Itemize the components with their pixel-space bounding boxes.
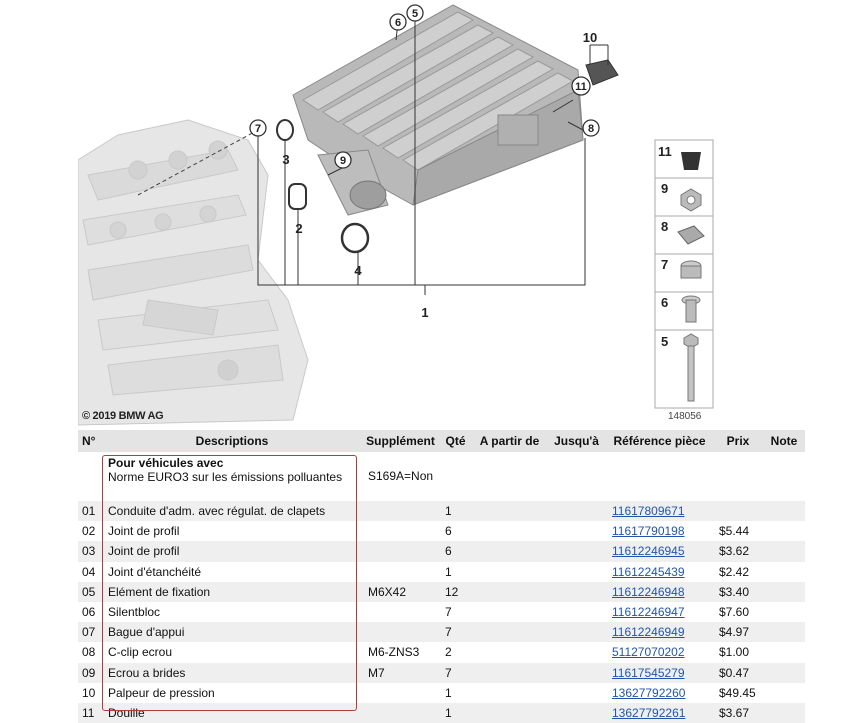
table-row	[78, 622, 805, 642]
row-description: Silentbloc	[102, 602, 362, 622]
row-note	[763, 602, 805, 622]
row-qty: 7	[439, 602, 472, 622]
row-from	[472, 683, 547, 703]
row-num: 02	[78, 521, 102, 541]
row-num: 01	[78, 501, 102, 521]
row-price: $3.67	[713, 703, 763, 723]
row-num: 06	[78, 602, 102, 622]
row-note	[763, 703, 805, 723]
callout-7	[250, 120, 266, 136]
svg-text:8: 8	[587, 123, 595, 135]
row-note	[763, 642, 805, 662]
row-to	[547, 562, 606, 582]
row-part-ref	[606, 642, 713, 662]
hardware-inset	[655, 140, 713, 408]
header-note: Note	[763, 430, 805, 452]
row-part-ref	[606, 703, 713, 723]
row-to	[547, 521, 606, 541]
header-num: N°	[78, 430, 102, 452]
row-supplement	[362, 622, 439, 642]
row-supplement	[362, 602, 439, 622]
row-num: 05	[78, 582, 102, 602]
row-num: 09	[78, 663, 102, 683]
row-description: Palpeur de pression	[102, 683, 362, 703]
row-price: $7.60	[713, 602, 763, 622]
row-num: 08	[78, 642, 102, 662]
label-4: 4	[354, 263, 362, 278]
parts-table	[78, 430, 805, 723]
row-supplement: M6-ZNS3	[362, 642, 439, 662]
row-from	[472, 521, 547, 541]
table-row	[78, 602, 805, 622]
row-supplement	[362, 562, 439, 582]
table-row	[78, 642, 805, 662]
row-description: Joint de profil	[102, 521, 362, 541]
row-qty: 6	[439, 541, 472, 561]
svg-text:8: 8	[661, 219, 669, 234]
group-supplement: S169A=Non	[362, 452, 439, 501]
part-ref-link[interactable]: 13627792261	[612, 705, 686, 720]
group-title: Pour véhicules avec	[108, 456, 224, 470]
intake-manifold	[293, 5, 618, 215]
gasket-2	[289, 184, 306, 209]
svg-text:6: 6	[661, 295, 669, 310]
row-price: $3.40	[713, 582, 763, 602]
row-from	[472, 642, 547, 662]
row-num: 04	[78, 562, 102, 582]
row-note	[763, 501, 805, 521]
row-price: $3.62	[713, 541, 763, 561]
gasket-4	[342, 224, 368, 252]
row-from	[472, 622, 547, 642]
row-to	[547, 501, 606, 521]
row-from	[472, 602, 547, 622]
parts-table-container	[78, 430, 805, 723]
part-ref-link[interactable]: 11612246947	[612, 605, 685, 620]
table-header-row	[78, 430, 805, 452]
row-note	[763, 683, 805, 703]
row-part-ref	[606, 622, 713, 642]
row-description: Joint d'étanchéité	[102, 562, 362, 582]
row-supplement	[362, 521, 439, 541]
label-1: 1	[421, 305, 429, 320]
row-from	[472, 663, 547, 683]
row-price: $4.97	[713, 622, 763, 642]
row-to	[547, 541, 606, 561]
callout-11	[572, 77, 590, 95]
row-supplement	[362, 703, 439, 723]
row-part-ref	[606, 683, 713, 703]
table-row	[78, 663, 805, 683]
table-row	[78, 582, 805, 602]
table-row	[78, 501, 805, 521]
row-qty: 2	[439, 642, 472, 662]
part-ref-link[interactable]: 11612246949	[612, 625, 685, 640]
row-part-ref	[606, 521, 713, 541]
row-note	[763, 663, 805, 683]
copyright-text: © 2019 BMW AG	[82, 410, 164, 422]
row-description: C-clip ecrou	[102, 642, 362, 662]
svg-text:11: 11	[575, 81, 587, 93]
table-row	[78, 521, 805, 541]
table-row	[78, 683, 805, 703]
label-2: 2	[295, 221, 303, 236]
row-price: $2.42	[713, 562, 763, 582]
row-to	[547, 642, 606, 662]
row-to	[547, 602, 606, 622]
row-price: $5.44	[713, 521, 763, 541]
row-from	[472, 501, 547, 521]
row-note	[763, 562, 805, 582]
callout-6	[390, 14, 406, 30]
row-part-ref	[606, 582, 713, 602]
row-note	[763, 521, 805, 541]
row-description: Douille	[102, 703, 362, 723]
row-part-ref	[606, 541, 713, 561]
part-ref-link[interactable]: 11617545279	[612, 665, 685, 680]
row-from	[472, 703, 547, 723]
callout-5	[407, 5, 423, 21]
row-description: Ecrou a brides	[102, 663, 362, 683]
row-qty: 1	[439, 562, 472, 582]
row-price: $1.00	[713, 642, 763, 662]
row-note	[763, 622, 805, 642]
svg-text:5: 5	[661, 334, 669, 349]
svg-text:9: 9	[339, 155, 347, 167]
table-row	[78, 703, 805, 723]
callout-8	[583, 120, 599, 136]
header-supplement: Supplément	[362, 430, 439, 452]
part-ref-link[interactable]: 51127070202	[612, 645, 685, 660]
row-description: Conduite d'adm. avec régulat. de clapets	[102, 501, 362, 521]
row-qty: 1	[439, 501, 472, 521]
row-part-ref	[606, 602, 713, 622]
row-to	[547, 703, 606, 723]
svg-text:7: 7	[254, 123, 262, 135]
header-to: Jusqu'à	[547, 430, 606, 452]
row-description: Elément de fixation	[102, 582, 362, 602]
diagram-id: 148056	[668, 411, 702, 422]
part-ref-link[interactable]: 11612246948	[612, 584, 685, 599]
row-qty: 12	[439, 582, 472, 602]
header-qty: Qté	[439, 430, 472, 452]
row-supplement	[362, 541, 439, 561]
label-10: 10	[582, 30, 598, 45]
group-row	[78, 452, 805, 501]
row-num: 07	[78, 622, 102, 642]
row-from	[472, 582, 547, 602]
table-row	[78, 541, 805, 561]
row-qty: 1	[439, 703, 472, 723]
group-description	[102, 452, 362, 501]
group-subtitle: Norme EURO3 sur les émissions polluantes	[108, 470, 343, 484]
row-supplement	[362, 501, 439, 521]
part-ref-link[interactable]: 11612245439	[612, 564, 685, 579]
header-price: Prix	[713, 430, 763, 452]
row-note	[763, 582, 805, 602]
row-num: 11	[78, 703, 102, 723]
engine-block-ghost	[78, 120, 308, 425]
svg-text:7: 7	[661, 257, 669, 272]
part-ref-link[interactable]: 13627792260	[612, 685, 686, 700]
row-from	[472, 541, 547, 561]
row-part-ref	[606, 663, 713, 683]
row-supplement: M7	[362, 663, 439, 683]
row-note	[763, 541, 805, 561]
row-qty: 6	[439, 521, 472, 541]
svg-text:5: 5	[411, 8, 419, 20]
row-supplement: M6X42	[362, 582, 439, 602]
part-ref-link[interactable]: 11617809671	[612, 504, 685, 519]
row-num: 10	[78, 683, 102, 703]
row-qty: 1	[439, 683, 472, 703]
row-part-ref	[606, 501, 713, 521]
label-3: 3	[282, 152, 290, 167]
gasket-3	[277, 120, 293, 140]
svg-text:9: 9	[661, 181, 669, 196]
row-supplement	[362, 683, 439, 703]
row-to	[547, 622, 606, 642]
callout-9	[335, 152, 351, 168]
header-description: Descriptions	[102, 430, 362, 452]
parts-diagram	[78, 0, 805, 430]
part-ref-link[interactable]: 11612246945	[612, 544, 685, 559]
row-to	[547, 663, 606, 683]
svg-text:6: 6	[394, 17, 402, 29]
row-num: 03	[78, 541, 102, 561]
row-from	[472, 562, 547, 582]
part-ref-link[interactable]: 11617790198	[612, 524, 685, 539]
header-part-ref: Référence pièce	[606, 430, 713, 452]
row-to	[547, 582, 606, 602]
row-price: $49.45	[713, 683, 763, 703]
table-row	[78, 562, 805, 582]
row-description: Joint de profil	[102, 541, 362, 561]
row-qty: 7	[439, 663, 472, 683]
parts-diagram-drawing	[78, 0, 805, 430]
row-to	[547, 683, 606, 703]
header-from: A partir de	[472, 430, 547, 452]
row-part-ref	[606, 562, 713, 582]
row-description: Bague d'appui	[102, 622, 362, 642]
svg-text:11: 11	[658, 144, 672, 159]
row-price: $0.47	[713, 663, 763, 683]
row-qty: 7	[439, 622, 472, 642]
row-price	[713, 501, 763, 521]
